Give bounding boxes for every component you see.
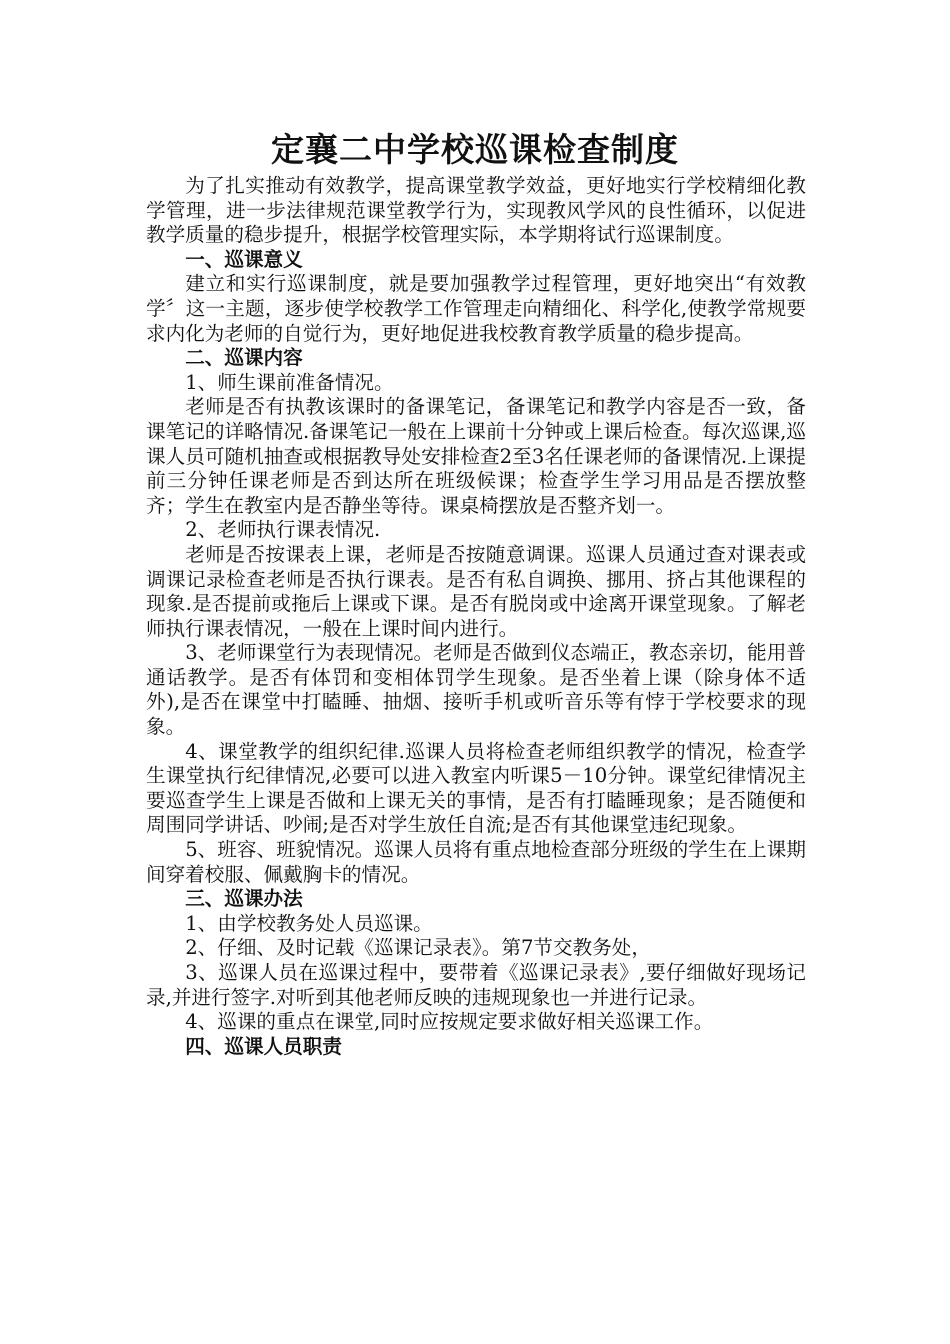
paragraph: 5、班容、班貌情况。巡课人员将有重点地检查部分班级的学生在上课期间穿着校服、佩戴胸卡的情况。 [146,838,806,886]
paragraph: 老师是否有执教该课时的备课笔记，备课笔记和教学内容是否一致，备课笔记的详略情况.备课笔记一般在上课前十分钟或上课后检查。每次巡课,巡课人员可随机抽查或根据教导处安排检查2至3名任课老师的备课情况.上课提前三分钟任课老师是否到达所在班级候课；检查学生学习用品是否摆放整齐；学生在教室内是否静坐等待。课桌椅摆放是否整齐划一。 [146,395,806,517]
paragraph: 3、老师课堂行为表现情况。老师是否做到仪态端正，教态亲切，能用普通话教学。是否有体罚和变相体罚学生现象。是否坐着上课（除身体不适外),是否在课堂中打瞌睡、抽烟、接听手机或听音乐等有悖于学校要求的现象。 [146,641,806,739]
document-body [146,174,806,1059]
section-heading: 三、巡课办法 [185,887,303,911]
paragraph: 4、课堂教学的组织纪律.巡课人员将检查老师组织教学的情况，检查学生课堂执行纪律情况,必要可以进入教室内听课5－10分钟。课堂纪律情况主要巡查学生上课是否做和上课无关的事情，是否有打瞌睡现象；是否随便和周围同学讲话、吵闹;是否对学生放任自流;是否有其他课堂违纪现象。 [146,739,806,837]
document-title: 定襄二中学校巡课检查制度 [271,130,679,169]
paragraph: 1、由学校教务处人员巡课。 [185,911,433,935]
paragraph: 1、师生课前准备情况。 [185,370,394,394]
paragraph: 为了扎实推动有效教学，提高课堂教学效益，更好地实行学校精细化教学管理，进一步法律规范课堂教学行为，实现教风学风的良性循环，以促进教学质量的稳步提升，根据学校管理实际，本学期将试行巡课制度。 [146,174,806,247]
paragraph: 建立和实行巡课制度，就是要加强教学过程管理，更好地突出“有效教学〞这一主题，逐步使学校教学工作管理走向精细化、科学化,使教学常规要求内化为老师的自觉行为，更好地促进我校教育教学质量的稳步提高。 [146,272,806,345]
paragraph: 老师是否按课表上课，老师是否按随意调课。巡课人员通过查对课表或调课记录检查老师是否执行课表。是否有私自调换、挪用、挤占其他课程的现象.是否提前或拖后上课或下课。是否有脱岗或中途离开课堂现象。了解老师执行课表情况，一般在上课时间内进行。 [146,542,806,640]
paragraph: 2、老师执行课表情况. [185,518,381,542]
paragraph: 4、巡课的重点在课堂,同时应按规定要求做好相关巡课工作。 [185,1010,714,1034]
section-heading: 四、巡课人员职责 [185,1034,342,1058]
paragraph: 2、仔细、及时记载《巡课记录表》。第7节交教务处， [185,936,651,960]
section-heading: 二、巡课内容 [185,346,303,370]
section-heading: 一、巡课意义 [185,247,303,271]
paragraph: 3、巡课人员在巡课过程中，要带着《巡课记录表》,要仔细做好现场记录,并进行签字.对听到其他老师反映的违规现象也一并进行记录。 [146,961,806,1009]
